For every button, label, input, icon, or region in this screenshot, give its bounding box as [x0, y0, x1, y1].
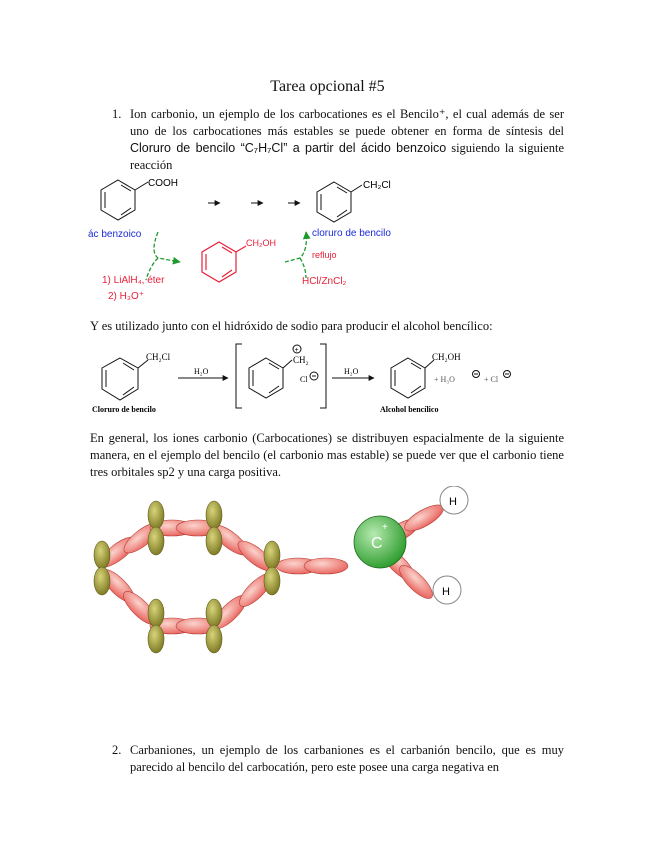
benzyl-chloride-ring-2	[102, 358, 148, 400]
item-number: 2.	[112, 743, 122, 757]
step1-a-label: 1) LiAlH₄, éter	[102, 275, 165, 286]
reflux-label: reflujo	[312, 250, 337, 260]
benzyl-alcohol-ring	[391, 358, 434, 398]
ch-lobe	[395, 561, 437, 603]
svg-text:+: +	[294, 347, 299, 354]
carbon-label: C	[371, 535, 383, 552]
item-text-a: Ion carbonio, un ejemplo de los carbocationes es el Bencilo⁺, el cual además de ser uno de los carbocationes más estables se puede obtener en forma de síntesis del	[130, 107, 564, 138]
benzoic-acid-ring	[101, 180, 148, 220]
green-arrow	[154, 232, 180, 262]
cl2-label: + Cl	[484, 375, 499, 384]
page-title: Tarea opcional #5	[270, 78, 385, 95]
h1-label: H	[449, 496, 457, 508]
item-number: 1.	[112, 107, 122, 121]
reagent1-label: H₂O	[194, 367, 209, 376]
acid-label: ác benzoico	[88, 229, 142, 240]
h2-label: H	[442, 586, 450, 598]
cl-minus-label: Cl	[300, 375, 308, 384]
item-text: Carbaniones, un ejemplo de los carbaniones es el carbanión bencilo, que es muy parecido al bencilo del carbocatión, pero este posee una carga negativa en	[130, 743, 564, 774]
carbocation-ring	[249, 358, 292, 398]
benzyl-alcohol-ring	[202, 242, 246, 282]
ch2oh-label: CH₂OH	[432, 352, 461, 362]
reagent2-label: H₂O	[344, 367, 359, 376]
reaction-scheme-1	[0, 170, 655, 310]
ch-lobe	[401, 500, 447, 536]
label-benzyl-alcohol: Alcohol bencílico	[380, 405, 439, 414]
left-bracket	[236, 344, 242, 408]
ch2cl-top-label: CH₂Cl	[363, 180, 391, 191]
green-arrow	[300, 258, 306, 278]
label-benzyl-chloride: Cloruro de bencilo	[92, 405, 156, 414]
paragraph-1: Y es utilizado junto con el hidróxido de sodio para producir el alcohol bencílico:	[90, 319, 493, 333]
intermediate-label: CH₂OH	[246, 238, 276, 248]
item-text-c: siguiendo la siguiente reacción	[130, 141, 565, 172]
ch2-plus-label: CH₂	[293, 355, 309, 365]
cooh-label: COOH	[148, 178, 178, 189]
step1-b-label: 2) H₃O⁺	[108, 291, 145, 302]
reaction-scheme-2	[0, 338, 655, 420]
item-text-b: Cloruro de bencilo “C₇H₇Cl” a partir del ácido benzoico	[130, 141, 447, 155]
orbital-diagram	[0, 486, 655, 666]
list-item-1	[112, 106, 564, 174]
plus-label: +	[382, 522, 388, 533]
green-arrow	[285, 232, 306, 262]
paragraph-2: En general, los iones carbonio (Carbocationes) se distribuyen espacialmente de la siguiente manera, en el ejemplo del bencilo (el carbonio mas estable) se puede ver que el carbonio tiene tres orbitales sp2 y una carga positiva.	[90, 431, 564, 479]
right-bracket	[320, 344, 326, 408]
list-item-2	[112, 742, 564, 776]
ch2cl-label: CH₂Cl	[146, 352, 171, 362]
product-label: cloruro de bencilo	[312, 228, 391, 239]
h3o-label: + H₃O	[434, 375, 455, 384]
reagent2-label: HCl/ZnCl₂	[302, 276, 347, 287]
item-text	[130, 106, 564, 174]
benzyl-chloride-ring	[317, 182, 362, 222]
